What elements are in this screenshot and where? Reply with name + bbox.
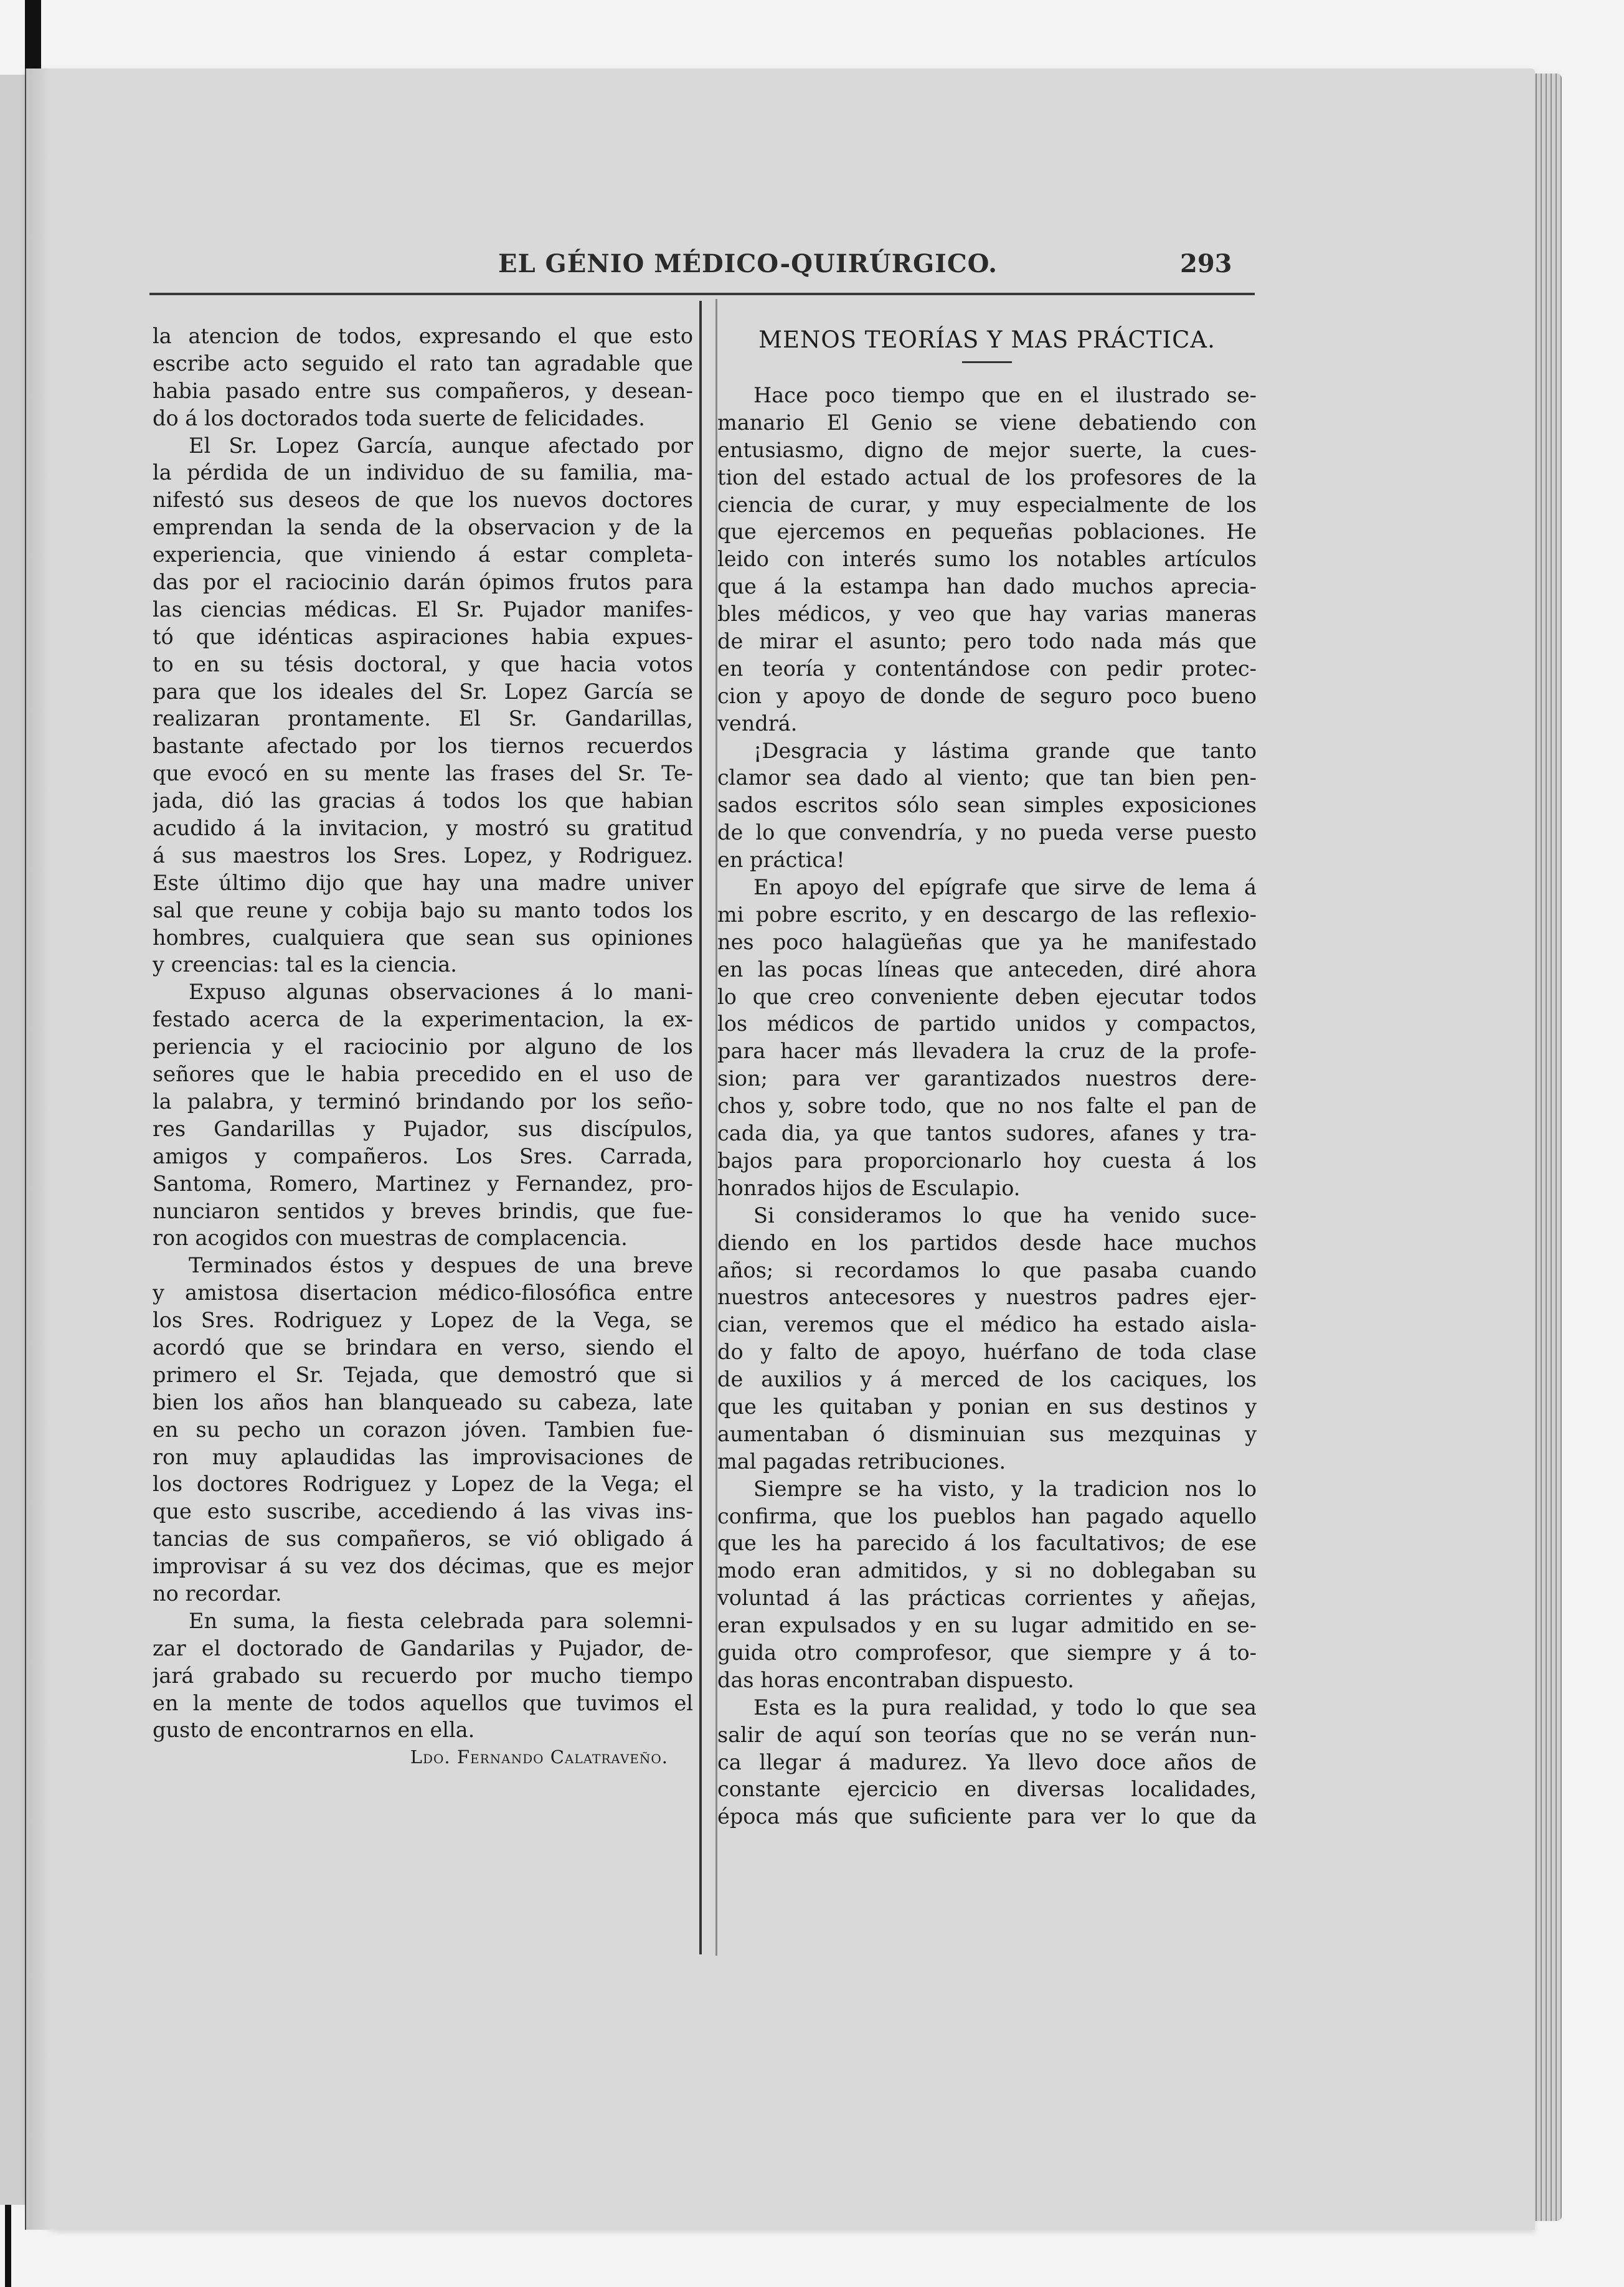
page-stack-edge bbox=[1532, 73, 1562, 2221]
text-line: en las pocas líneas que anteceden, diré ahora bbox=[717, 957, 1257, 982]
text-line: acudido á la invitacion, y mostró su gratitud bbox=[153, 816, 693, 841]
text-line: primero el Sr. Tejada, que demostró que si bbox=[153, 1362, 693, 1387]
text-line: época más que suficiente para ver lo que da bbox=[717, 1804, 1257, 1829]
text-line: guida otro comprofesor, que siempre y á to- bbox=[717, 1640, 1257, 1665]
text-line: periencia y el raciocinio por alguno de los bbox=[153, 1035, 693, 1059]
text-line: que ejercemos en pequeñas poblaciones. He bbox=[717, 519, 1257, 544]
text-line: tó que idénticas aspiraciones habia expues- bbox=[153, 624, 693, 649]
text-line: salir de aquí son teorías que no se verán nun- bbox=[717, 1722, 1257, 1747]
text-line: cian, veremos que el médico ha estado aisla- bbox=[717, 1312, 1257, 1337]
text-line: no recordar. bbox=[153, 1581, 282, 1606]
text-line: clamor sea dado al viento; que tan bien pen- bbox=[717, 765, 1257, 790]
text-line: honrados hijos de Esculapio. bbox=[717, 1175, 1021, 1200]
text-line: jará grabado su recuerdo por mucho tiempo bbox=[153, 1663, 693, 1688]
text-line: diendo en los partidos desde hace muchos bbox=[717, 1230, 1257, 1255]
author-signature: Ldo. Fernando Calatraveño. bbox=[410, 1746, 668, 1768]
text-line: to en su tésis doctoral, y que hacia votos bbox=[153, 651, 693, 676]
column-divider bbox=[699, 301, 702, 1954]
text-line: la palabra, y terminó brindando por los seño- bbox=[153, 1089, 693, 1114]
text-line: eran expulsados y en su lugar admitido en se- bbox=[717, 1613, 1257, 1638]
text-line: los Sres. Rodriguez y Lopez de la Vega, se bbox=[153, 1308, 693, 1333]
text-line: Terminados éstos y despues de una breve bbox=[189, 1253, 693, 1278]
text-line: la pérdida de un individuo de su familia, ma- bbox=[153, 460, 693, 485]
text-line: que á la estampa han dado muchos aprecia- bbox=[717, 574, 1257, 599]
text-line: en la mente de todos aquellos que tuvimos el bbox=[153, 1690, 693, 1715]
text-line: acordó que se brindara en verso, siendo el bbox=[153, 1335, 693, 1360]
text-line: improvisar á su vez dos décimas, que es mejor bbox=[153, 1554, 693, 1579]
text-line: ron acogidos con muestras de complacencia. bbox=[153, 1226, 628, 1251]
text-line: bastante afectado por los tiernos recuerdos bbox=[153, 734, 693, 759]
text-line: cion y apoyo de donde de seguro poco bueno bbox=[717, 683, 1257, 708]
text-line: emprendan la senda de la observacion y de la bbox=[153, 515, 693, 540]
text-line: nunciaron sentidos y breves brindis, que fue- bbox=[153, 1198, 693, 1223]
text-line: experiencia, que viniendo á estar completa- bbox=[153, 542, 693, 567]
text-line: en su pecho un corazon jóven. Tambien fue- bbox=[153, 1417, 693, 1442]
text-line: leido con interés sumo los notables artículos bbox=[717, 547, 1257, 572]
text-line: vendrá. bbox=[717, 711, 798, 736]
book-spine-shadow-bottom bbox=[5, 2205, 11, 2287]
text-line: que les quitaban y ponian en sus destinos y bbox=[717, 1394, 1257, 1419]
text-line: confirma, que los pueblos han pagado aquello bbox=[717, 1503, 1257, 1528]
text-line: festado acerca de la experimentacion, la ex- bbox=[153, 1007, 693, 1032]
text-line: que esto suscribe, accediendo á las vivas ins- bbox=[153, 1499, 693, 1524]
text-line: habia pasado entre sus compañeros, y desean- bbox=[153, 378, 693, 403]
text-line: das por el raciocinio darán ópimos frutos para bbox=[153, 570, 693, 595]
text-line: á sus maestros los Sres. Lopez, y Rodriguez. bbox=[153, 843, 693, 868]
text-line: das horas encontraban dispuesto. bbox=[717, 1667, 1074, 1692]
text-line: zar el doctorado de Gandarilas y Pujador, de- bbox=[153, 1636, 693, 1660]
text-line: res Gandarillas y Pujador, sus discípulos, bbox=[153, 1116, 693, 1141]
text-line: hombres, cualquiera que sean sus opiniones bbox=[153, 925, 693, 950]
text-line: bles médicos, y veo que hay varias maneras bbox=[717, 602, 1257, 627]
text-line: Expuso algunas observaciones á lo mani- bbox=[189, 980, 693, 1005]
text-line: de mirar el asunto; pero todo nada más que bbox=[717, 629, 1257, 654]
text-line: do á los doctorados toda suerte de felicidades. bbox=[153, 405, 645, 430]
text-line: en teoría y contentándose con pedir protec- bbox=[717, 656, 1257, 681]
text-line: ron muy aplaudidas las improvisaciones de bbox=[153, 1444, 693, 1469]
text-line: do y falto de apoyo, huérfano de toda clase bbox=[717, 1340, 1257, 1365]
text-line: nifestó sus deseos de que los nuevos doctores bbox=[153, 488, 693, 513]
text-line: mal pagadas retribuciones. bbox=[717, 1449, 1006, 1474]
left-column-text bbox=[153, 323, 693, 1744]
text-line: nes poco halagüeñas que ya he manifestado bbox=[717, 929, 1257, 954]
text-line: tion del estado actual de los profesores de la bbox=[717, 465, 1257, 490]
text-line: bajos para proporcionarlo hoy cuesta á los bbox=[717, 1148, 1257, 1173]
text-line: entusiasmo, digno de mejor suerte, la cues- bbox=[717, 437, 1257, 462]
text-line: para que los ideales del Sr. Lopez García se bbox=[153, 679, 693, 704]
text-line: sion; para ver garantizados nuestros dere- bbox=[717, 1066, 1257, 1091]
text-line: que evocó en su mente las frases del Sr. Te- bbox=[153, 761, 693, 786]
text-line: modo eran admitidos, y si no doblegaban su bbox=[717, 1558, 1257, 1583]
text-line: Si consideramos lo que ha venido suce- bbox=[753, 1203, 1257, 1228]
running-header bbox=[181, 243, 1239, 286]
text-line: Hace poco tiempo que en el ilustrado se- bbox=[753, 383, 1257, 407]
text-line: de auxilios y á merced de los caciques, los bbox=[717, 1367, 1257, 1392]
text-line: lo que creo conveniente deben ejecutar todos bbox=[717, 984, 1257, 1009]
text-line: Este último dijo que hay una madre univer bbox=[153, 870, 693, 895]
text-line: mi pobre escrito, y en descargo de las reflexio- bbox=[717, 902, 1257, 927]
text-line: la atencion de todos, expresando el que esto bbox=[153, 324, 693, 348]
text-line: El Sr. Lopez García, aunque afectado por bbox=[189, 433, 693, 458]
text-line: Esta es la pura realidad, y todo lo que sea bbox=[753, 1695, 1257, 1720]
text-line: voluntad á las prácticas corrientes y añejas, bbox=[717, 1586, 1257, 1611]
text-line: jada, dió las gracias á todos los que habian bbox=[153, 788, 693, 813]
text-line: señores que le habia precedido en el uso de bbox=[153, 1062, 693, 1087]
text-line: ¡Desgracia y lástima grande que tanto bbox=[753, 738, 1257, 763]
text-line: tancias de sus compañeros, se vió obligado á bbox=[153, 1527, 693, 1551]
text-line: bien los años han blanqueado su cabeza, late bbox=[153, 1390, 693, 1414]
text-line: escribe acto seguido el rato tan agradable que bbox=[153, 351, 693, 376]
text-line: chos y, sobre todo, que no nos falte el pan de bbox=[717, 1094, 1257, 1119]
text-line: manario El Genio se viene debatiendo con bbox=[717, 410, 1257, 435]
text-line: las ciencias médicas. El Sr. Pujador manifes- bbox=[153, 597, 693, 622]
text-line: ca llegar á madurez. Ya llevo doce años de bbox=[717, 1750, 1257, 1774]
article-title: MENOS TEORÍAS Y MAS PRÁCTICA. bbox=[758, 326, 1216, 353]
text-line: y amistosa disertacion médico-filosófica entre bbox=[153, 1281, 693, 1305]
right-column bbox=[717, 323, 1257, 1830]
text-line: En suma, la fiesta celebrada para solemni- bbox=[189, 1608, 693, 1633]
text-line: Siempre se ha visto, y la tradicion nos lo bbox=[753, 1476, 1257, 1501]
text-line: sados escritos sólo sean simples exposiciones bbox=[717, 793, 1257, 818]
text-line: En apoyo del epígrafe que sirve de lema á bbox=[753, 875, 1257, 900]
text-line: sal que reune y cobija bajo su manto todos los bbox=[153, 897, 693, 922]
header-rule bbox=[149, 293, 1255, 295]
text-line: Santoma, Romero, Martinez y Fernandez, pro- bbox=[153, 1171, 693, 1196]
text-line: años; si recordamos lo que pasaba cuando bbox=[717, 1257, 1257, 1282]
text-line: que les ha parecido á los facultativos; de ese bbox=[717, 1531, 1257, 1556]
text-line: constante ejercicio en diversas localidades, bbox=[717, 1777, 1257, 1802]
title-rule bbox=[962, 361, 1012, 363]
text-line: y creencias: tal es la ciencia. bbox=[153, 952, 457, 977]
text-line: amigos y compañeros. Los Sres. Carrada, bbox=[153, 1144, 693, 1168]
text-line: gusto de encontrarnos en ella. bbox=[153, 1718, 475, 1743]
text-line: de lo que convendría, y no pueda verse puesto bbox=[717, 820, 1257, 845]
text-line: aumentaban ó disminuian sus mezquinas y bbox=[717, 1421, 1257, 1446]
running-title: EL GÉNIO MÉDICO-QUIRÚRGICO. bbox=[498, 249, 998, 278]
text-line: nuestros antecesores y nuestros padres ejer- bbox=[717, 1285, 1257, 1310]
text-line: para hacer más llevadera la cruz de la profe- bbox=[717, 1039, 1257, 1064]
text-line: ciencia de curar, y muy especialmente de los bbox=[717, 492, 1257, 517]
adjacent-left-page bbox=[0, 75, 26, 2205]
left-column bbox=[153, 323, 693, 1771]
text-line: en práctica! bbox=[717, 848, 845, 873]
right-column-text bbox=[717, 382, 1257, 1830]
text-line: cada dia, ya que tantos sudores, afanes y tra- bbox=[717, 1121, 1257, 1146]
page-number: 293 bbox=[1180, 249, 1232, 278]
text-line: los doctores Rodriguez y Lopez de la Vega; el bbox=[153, 1472, 693, 1497]
text-line: realizaran prontamente. El Sr. Gandarillas, bbox=[153, 706, 693, 731]
text-line: los médicos de partido unidos y compactos, bbox=[717, 1011, 1257, 1036]
